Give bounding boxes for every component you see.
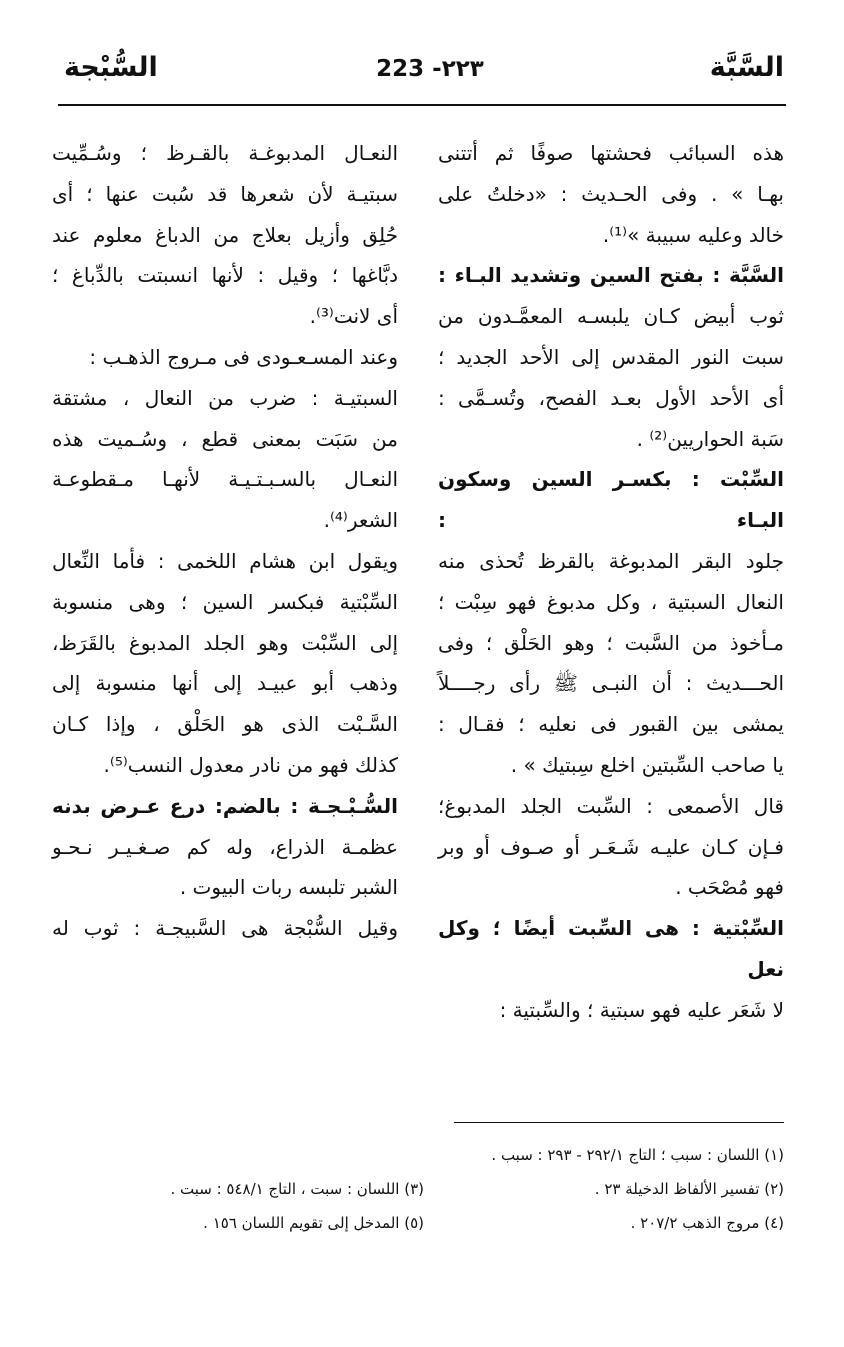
text-line: السَّـبْت الذى هو الحَلْق ، وإذا كـان (52, 712, 398, 737)
text-line: إلى السِّبْت وهو الجلد المدبوغ بالقَرَظ، (52, 630, 398, 655)
text-line: الشبر تلبسه ربات البيوت . (179, 875, 398, 900)
text-line: سبت النور المقدس إلى الأحد الجديد ؛ (438, 344, 784, 369)
entry-line: السِّبْت : بكسـر السين وسكون البـاء : (438, 467, 784, 533)
text-line: أى لانت⁽³⁾. (309, 304, 398, 329)
text-line: كذلك فهو من نادر معدول النسب⁽⁵⁾. (103, 752, 398, 777)
text-line: عظمـة الذراع، وله كم صـغـيـر نـحـو (52, 834, 398, 859)
text-line: ثوب أبيض كـان يلبسـه المعمَّـدون من (438, 304, 784, 329)
entry-line: السُّـبْـجـة : بالضم: درع عـرض بدنه (52, 793, 398, 818)
text-line: سَبة الحواريين⁽²⁾ . (636, 426, 784, 451)
text-line: حُلِق وأزيل بعلاج من الدباغ معلوم عند (52, 222, 398, 247)
footnote-5: (٥) المدخل إلى تقويم اللسان ١٥٦ . (203, 1214, 424, 1232)
text-line: وذهب أبو عبيـد إلى أنها منسوبة إلى (52, 671, 398, 696)
footnote-1: (١) اللسان : سبب ؛ التاج ٢٩٢/١ - ٢٩٣ : سبب . (491, 1146, 784, 1164)
text-line: الشعر⁽⁴⁾. (323, 508, 398, 533)
text-line: السبتيـة : ضرب من النعال ، مشتقة (52, 385, 398, 410)
footnote-2: (٢) تفسير الألفاظ الدخيلة ٢٣ . (594, 1180, 784, 1198)
footnote-row (60, 1172, 784, 1206)
entry-line: السَّبَّة : بفتح السين وتشديد البـاء : (438, 263, 784, 288)
text-line: السِّبْتية فبكسر السين ؛ وهى منسوبة (52, 589, 398, 614)
text-line: أى الأحد الأول بعـد الفصح، وتُسـمَّى : (438, 385, 784, 410)
text-line: دبَّاغها ؛ وقيل : لأنها انسبتت بالدِّباغ ؛ (52, 263, 398, 288)
footnote-3: (٣) اللسان : سبت ، التاج ٥٤٨/١ : سبت . (170, 1180, 424, 1198)
text-line: يا صاحب السِّبتين اخلع سِبتيك » . (510, 752, 784, 777)
footnote-row (60, 1138, 784, 1172)
text-line: وقيل السُّبْجة هى السَّبيجـة : ثوب له (52, 916, 398, 941)
text-line: قال الأصمعى : السِّبت الجلد المدبوغ؛ (438, 793, 784, 818)
text-line: خالد وعليه سبيبة »⁽¹⁾. (602, 222, 784, 247)
text-line: هذه السبائب فحشتها صوفًا ثم أتتنى (438, 141, 784, 165)
header-last-entry: السُّبْجة (64, 52, 158, 83)
text-line: فهو مُصْحَب . (675, 875, 784, 900)
entry-line: السِّبْتية : هى السِّبت أيضًا ؛ وكل نعل (438, 916, 784, 981)
left-column (52, 133, 398, 949)
text-line: مـأخوذ من السَّبت ؛ وهو الحَلْق ؛ وفى (438, 630, 784, 655)
text-line: الحـــديث : أن النبـى ﷺ رأى رجــــلاً (438, 671, 784, 696)
footnote-divider (454, 1122, 784, 1123)
text-line: سبتيـة لأن شعرها قد سُبت عنها ؛ أى (52, 181, 398, 206)
text-line: النعال السبتية ، وكل مدبوغ فهو سِبْت ؛ (438, 589, 784, 614)
text-line: من سَبَت بمعنى قطع ، وسُـميت هذه (52, 426, 398, 451)
text-line: جلود البقر المدبوغة بالقرظ تُحذى منه (438, 548, 784, 573)
footnotes (60, 1138, 784, 1240)
text-line: النعـال المدبوغـة بالقـرظ ؛ وسُـمِّيت (52, 141, 398, 165)
footnote-row (60, 1206, 784, 1240)
text-line: فـإن كـان عليـه شَـعَـر أو صـوف أو وبر (438, 834, 784, 859)
text-line: وعند المسـعـودى فى مـروج الذهـب : (89, 344, 398, 369)
footnote-4: (٤) مروج الذهب ٢٠٧/٢ . (630, 1214, 784, 1232)
header-first-entry: السَّبَّة (709, 52, 784, 83)
text-line: يمشى بين القبور فى نعليه ؛ فقـال : (438, 712, 784, 737)
page-number: 223 -٢٢٣ (376, 56, 484, 82)
text-line: لا شَعَر عليه فهو سبتية ؛ والسِّبتية : (499, 997, 784, 1022)
text-line: بهـا » . وفى الحـديث : «دخلتُ على (438, 181, 784, 206)
header-divider (58, 104, 786, 106)
right-column (438, 133, 784, 1031)
page-header (60, 52, 784, 102)
text-line: ويقول ابن هشام اللخمى : فأما النِّعال (52, 548, 398, 573)
text-line: النعـال بالسـبـتـيـة لأنهـا مـقطوعـة (52, 467, 398, 492)
